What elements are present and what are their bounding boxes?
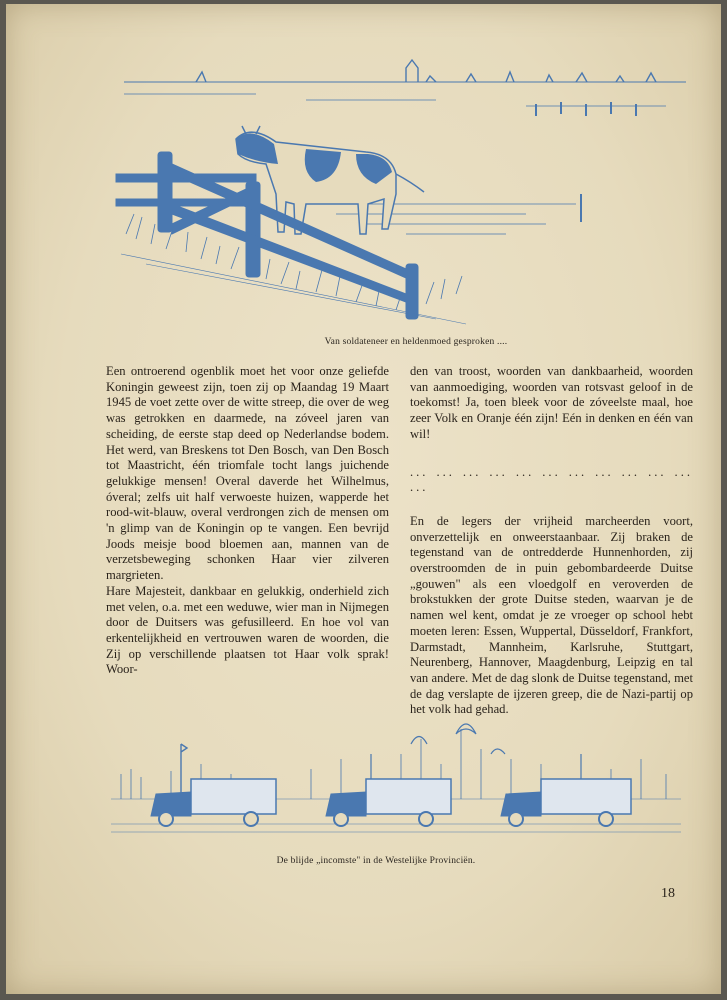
paragraph: Een ontroerend ogenblik moet het voor onze geliefde Koningin geweest zijn, toen zij op Maandag 19 Maart 1945 de voet zette over de witte streep, die over de weg was getrokken en daarmede, na zóveel jaren van scheiding, de eerste stap deed op Nederlandse bodem. Het werd, van Breskens tot Den Bosch, van Den Bosch tot Maastricht, één triomfale tocht langs juichende gelukkige mensen! Overal daverde het Wilhelmus, óveral; zelfs uit half verwoeste huizen, wapperde het rood-wit-blauw, overal verdrongen zich de mensen om 'n glimp van de Koningin op te vangen. Een bevrijd Joods meisje bood bloemen aan, mannen van de verzetsbeweging schonken Haar vier zilveren margrieten. (106, 364, 389, 583)
cow-at-fence-illustration (106, 54, 706, 339)
book-page (6, 4, 721, 994)
trucks-convoy-illustration (111, 704, 681, 849)
ellipsis-separator: ... ... ... ... ... ... ... ... ... ... ... ... (410, 464, 693, 495)
page-number: 18 (661, 886, 675, 901)
bottom-illustration-caption: De blijde „incomste" in de Westelijke Provinciën. (276, 856, 476, 866)
cow-icon (236, 126, 424, 234)
paragraph: Hare Majesteit, dankbaar en gelukkig, onderhield zich met velen, o.a. met een weduwe, wier man in Nijmegen door de Duitsers was gefusilleerd. En hoe vol van erkentelijkheid en vertrouwen waren de woorden, die Zij op verschillende plaatsen tot Haar volk sprak! Woor- (106, 583, 389, 677)
paragraph: En de legers der vrijheid marcheerden voort, onverzettelijk en onweerstaanbaar. Zij braken de tegenstand van de ontredderde Hunnenhorden, zij overstroomden de in puin gebombardeerde Duitse „gouwen" als een vloedgolf en veroverden de brokstukken der grote Duitse steden, waarvan je de namen wel kent, omdat je ze vroeger op school hebt moeten leren: Essen, Wuppertal, Düsseldorf, Frankfort, Darmstadt, Mannheim, Karlsruhe, Stuttgart, Neurenberg, Hannover, Maagdenburg, Leipzig en tal van andere. Met de dag slonk de Duitse tegenstand, met de dag verslapte de ijzeren greep, die de Nazi-partij op het volk had gehad. (410, 513, 693, 717)
left-text-column (106, 364, 389, 678)
right-text-column (410, 364, 693, 718)
paragraph: den van troost, woorden van dankbaarheid, woorden van aanmoediging, woorden van rotsvast geloof in de toekomst! Ja, toen bleek voor de zóveelste maal, hoe zeer Volk en Oranje één zijn! Eén in denken en één van wil! (410, 364, 693, 441)
top-illustration-caption: Van soldateneer en heldenmoed gesproken .... (324, 337, 508, 347)
